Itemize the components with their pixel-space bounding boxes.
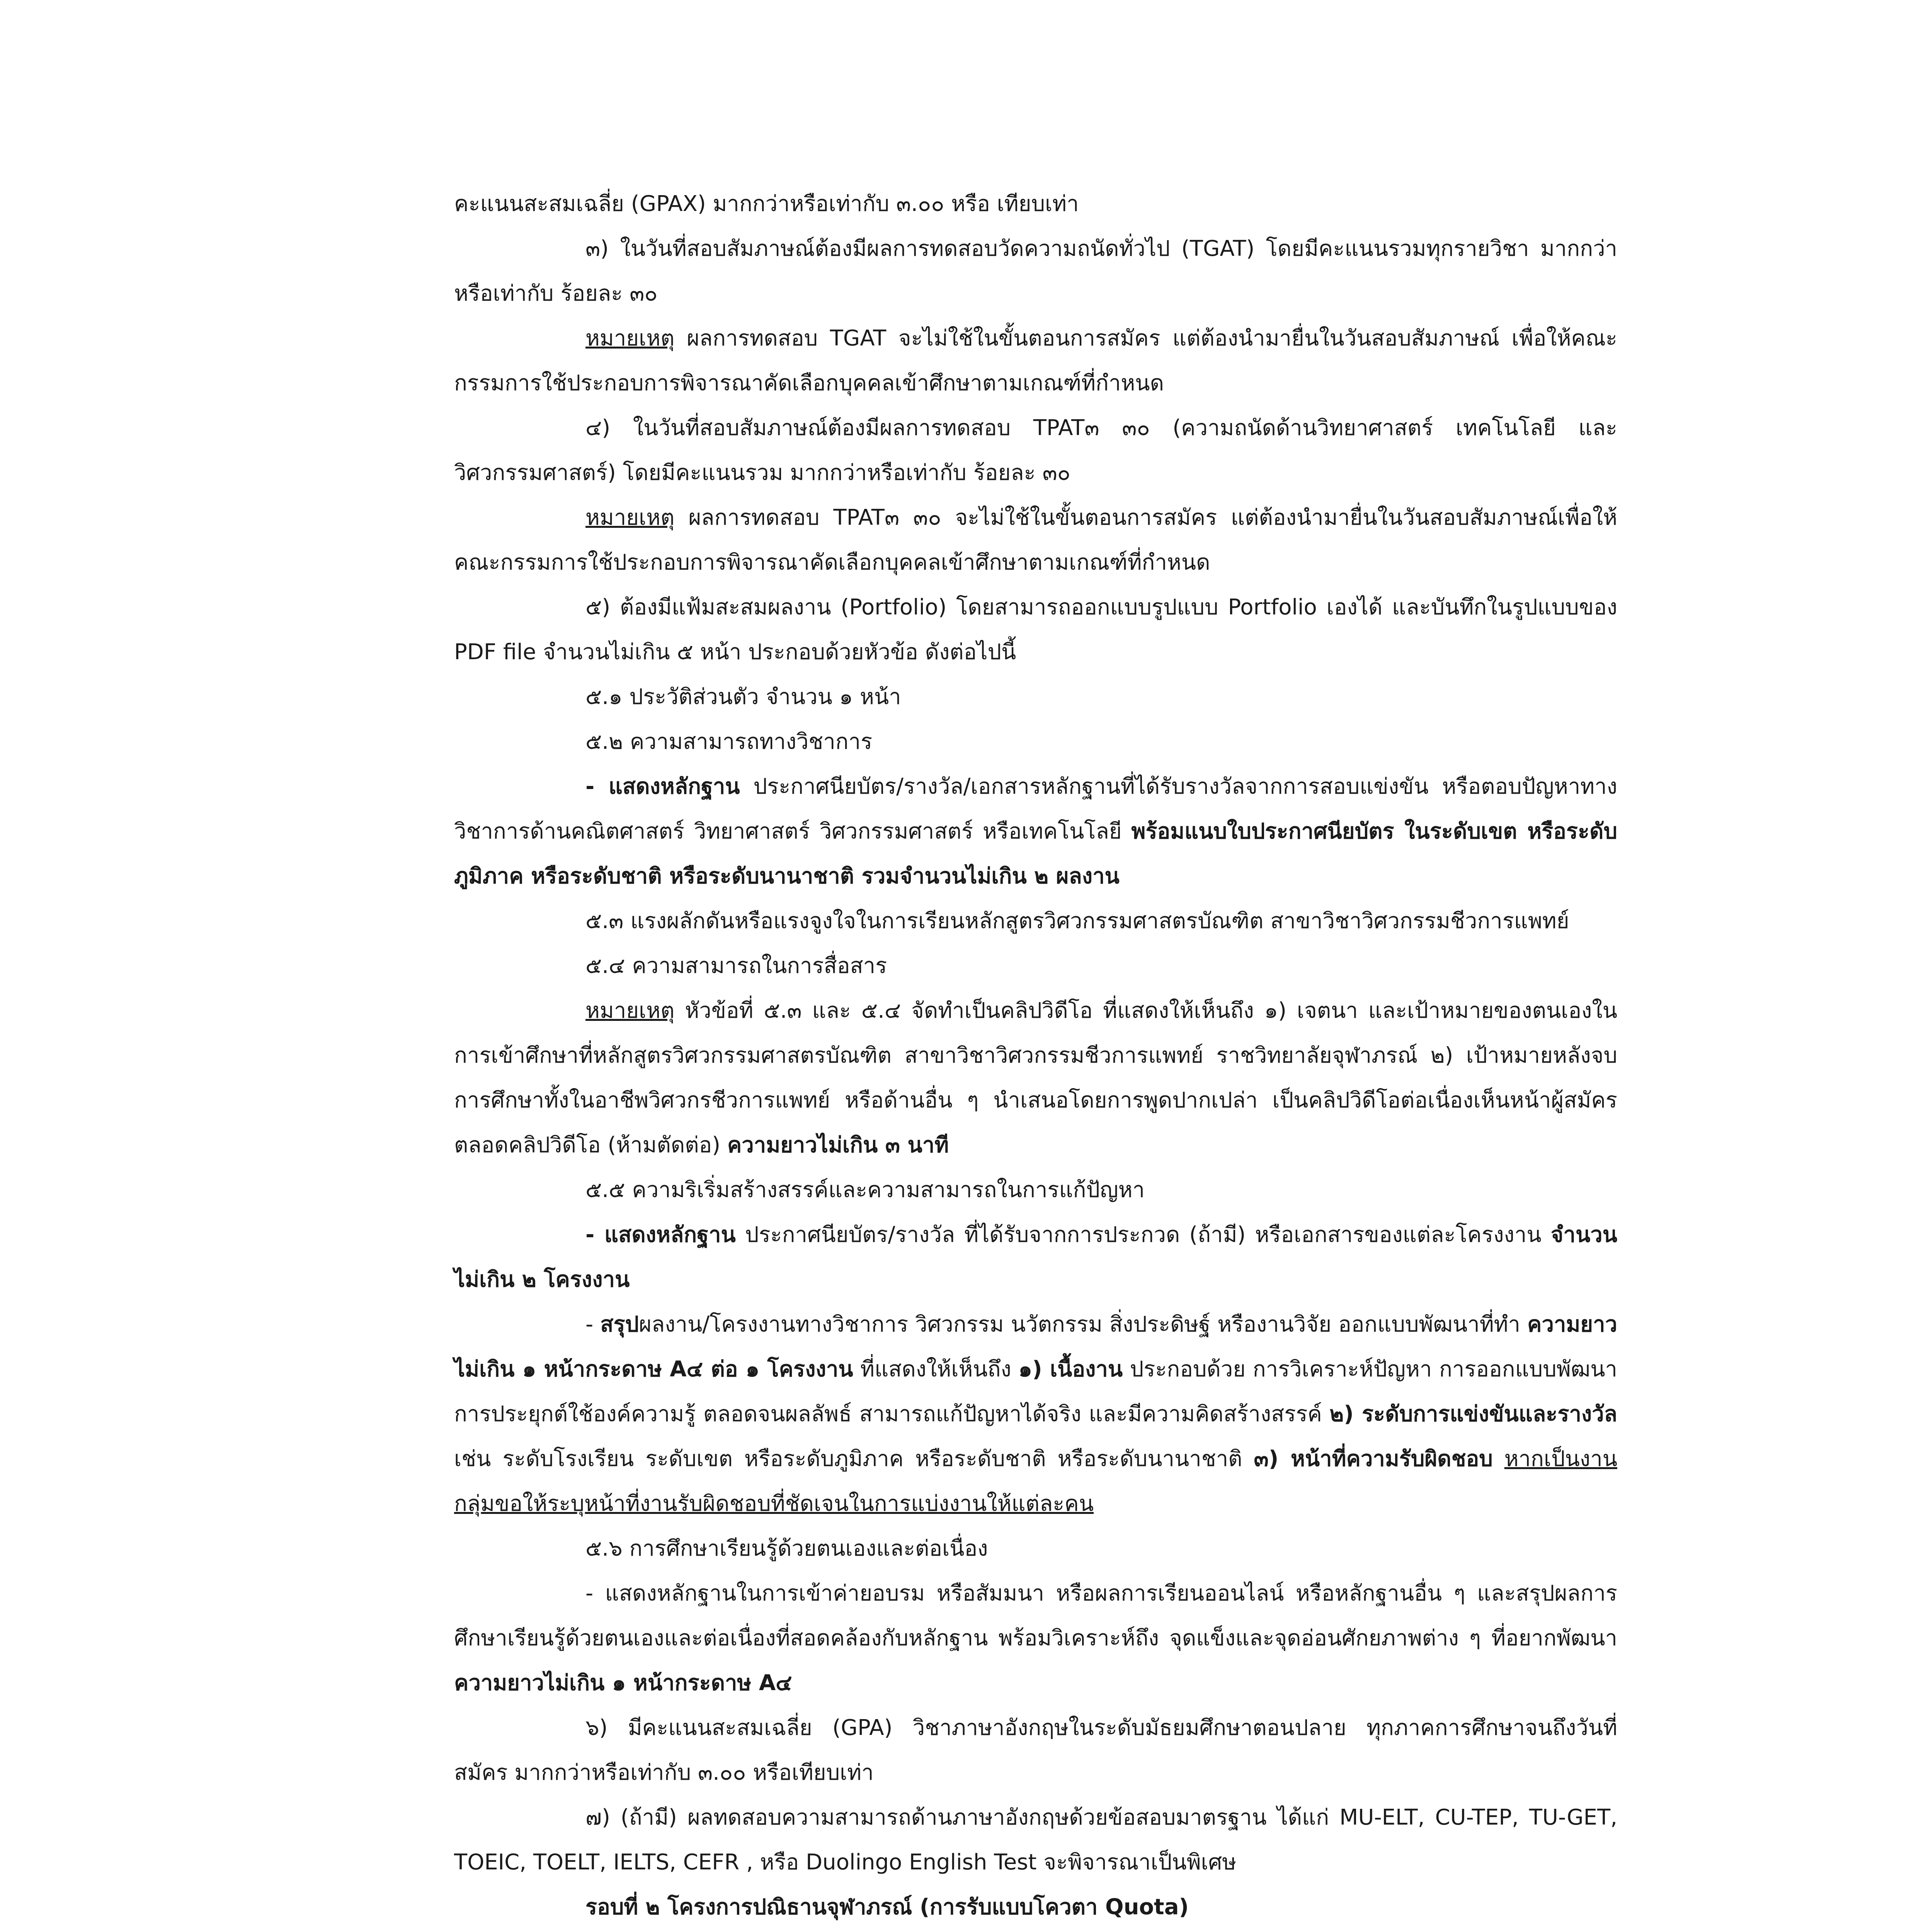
summary-point-2: ๒) ระดับการแข่งขันและรางวัล — [1329, 1401, 1617, 1427]
evidence-text: ประกาศนียบัตร/รางวัล/เอกสารหลักฐานที่ได้รับรางวัลจากการสอบแข่งขัน หรือตอบปัญหาทางวิชาการด้านคณิตศาสตร์ วิทยาศาสตร์ วิศวกรรมศาสตร์ หรือเทคโนโลยี — [454, 774, 1617, 844]
portfolio-item-5-4 — [454, 944, 1617, 988]
summary-point-3: ๓) หน้าที่ความรับผิดชอบ — [1254, 1446, 1493, 1471]
summary-text: ผลงาน/โครงงานทางวิชาการ วิศวกรรม นวัตกรรม สิ่งประดิษฐ์ หรืองานวิจัย ออกแบบพัฒนาที่ทำ — [639, 1312, 1528, 1337]
note-text: ผลการทดสอบ TPAT๓ ๓๐ จะไม่ใช้ในขั้นตอนการสมัคร แต่ต้องนำมายื่นในวันสอบสัมภาษณ์เพื่อให้คณะกรรมการใช้ประกอบการพิจารณาคัดเลือกบุคคลเข้าศึกษาตามเกณฑ์ที่กำหนด — [454, 505, 1617, 575]
evidence-label: - แสดงหลักฐาน — [585, 774, 740, 799]
summary-text — [1493, 1446, 1504, 1471]
text-criterion-5: ๕) ต้องมีแฟ้มสะสมผลงาน (Portfolio) โดยสามารถออกแบบรูปแบบ Portfolio เองได้ และบันทึกในรูปแบบของ PDF file จำนวนไม่เกิน ๕ หน้า ประกอบด้วยหัวข้อ ดังต่อไปนี้ — [454, 595, 1617, 665]
portfolio-item-5-6 — [454, 1526, 1617, 1571]
dash: - — [585, 1312, 601, 1337]
summary-text: ประกอบด้วย การวิเคราะห์ปัญหา การออกแบบพัฒนา การประยุกต์ใช้องค์ความรู้ ตลอดจนผลลัพธ์ สามารถแก้ปัญหาได้จริง และมีความคิดสร้างสรรค์ — [454, 1357, 1617, 1427]
evidence-text: ประกาศนียบัตร/รางวัล ที่ได้รับจากการประกวด (ถ้ามี) หรือเอกสารของแต่ละโครงงาน — [735, 1222, 1551, 1247]
portfolio-item-5-5 — [454, 1168, 1617, 1213]
note-text: ผลการทดสอบ TGAT จะไม่ใช้ในขั้นตอนการสมัคร แต่ต้องนำมายื่นในวันสอบสัมภาษณ์ เพื่อให้คณะกรรมการใช้ประกอบการพิจารณาคัดเลือกบุคคลเข้าศึกษาตามเกณฑ์ที่กำหนด — [454, 326, 1617, 396]
text-item-5-3: ๕.๓ แรงผลักดันหรือแรงจูงใจในการเรียนหลักสูตรวิศวกรรมศาสตรบัณฑิต สาขาวิชาวิศวกรรมชีวการแพทย์ — [585, 908, 1569, 934]
note-label: หมายเหตุ — [585, 505, 675, 530]
portfolio-item-5-1 — [454, 675, 1617, 719]
summary-projects — [454, 1302, 1617, 1526]
text-criterion-7: ๗) (ถ้ามี) ผลทดสอบความสามารถด้านภาษาอังกฤษด้วยข้อสอบมาตรฐาน ได้แก่ MU-ELT, CU-TEP, TU-GET, TOEIC, TOELT, IELTS, CEFR , หรือ Duolingo English Test จะพิจารณาเป็นพิเศษ — [454, 1805, 1617, 1875]
section-heading-round-2 — [454, 1885, 1617, 1930]
text-criterion-4: ๔) ในวันที่สอบสัมภาษณ์ต้องมีผลการทดสอบ TPAT๓ ๓๐ (ความถนัดด้านวิทยาศาสตร์ เทคโนโลยี และวิศวกรรมศาสตร์) โดยมีคะแนนรวม มากกว่าหรือเท่ากับ ร้อยละ ๓๐ — [454, 415, 1617, 485]
summary-length-limit: ความยาวไม่เกิน ๑ หน้ากระดาษ A๔ ต่อ ๑ โครงงาน — [454, 1312, 1617, 1382]
video-length-limit: ความยาวไม่เกิน ๓ นาที — [727, 1133, 949, 1158]
text-item-5-6: ๕.๖ การศึกษาเรียนรู้ด้วยตนเองและต่อเนื่อง — [585, 1536, 988, 1561]
text-gpax: คะแนนสะสมเฉลี่ย (GPAX) มากกว่าหรือเท่ากับ ๓.๐๐ หรือ เทียบเท่า — [454, 191, 1079, 216]
text-item-5-2: ๕.๒ ความสามารถทางวิชาการ — [585, 729, 873, 754]
text-criterion-3: ๓) ในวันที่สอบสัมภาษณ์ต้องมีผลการทดสอบวัดความถนัดทั่วไป (TGAT) โดยมีคะแนนรวมทุกรายวิชา มากกว่าหรือเท่ากับ ร้อยละ ๓๐ — [454, 236, 1617, 306]
paragraph-gpax — [454, 182, 1617, 226]
heading-text: รอบที่ ๒ โครงการปณิธานจุฬาภรณ์ (การรับแบบโควตา Quota) — [585, 1895, 1189, 1920]
text-item-5-1: ๕.๑ ประวัติส่วนตัว จำนวน ๑ หน้า — [585, 684, 901, 709]
text-criterion-6: ๖) มีคะแนนสะสมเฉลี่ย (GPA) วิชาภาษาอังกฤษในระดับมัธยมศึกษาตอนปลาย ทุกภาคการศึกษาจนถึงวันที่สมัคร มากกว่าหรือเท่ากับ ๓.๐๐ หรือเทียบเท่า — [454, 1715, 1617, 1785]
portfolio-item-5-2 — [454, 719, 1617, 764]
criterion-7-english-test — [454, 1795, 1617, 1885]
text-item-5-4: ๕.๔ ความสามารถในการสื่อสาร — [585, 953, 887, 978]
document-body — [454, 182, 1617, 1932]
summary-group-note: หากเป็นงานกลุ่มขอให้ระบุหน้าที่งานรับผิดชอบที่ชัดเจนในการแบ่งงานให้แต่ละคน — [454, 1446, 1617, 1516]
evidence-academic — [454, 764, 1617, 899]
summary-text: เช่น ระดับโรงเรียน ระดับเขต หรือระดับภูมิภาค หรือระดับชาติ หรือระดับนานาชาติ — [454, 1446, 1254, 1471]
note-tgat — [454, 316, 1617, 406]
evidence-text: - แสดงหลักฐานในการเข้าค่ายอบรม หรือสัมมนา หรือผลการเรียนออนไลน์ หรือหลักฐานอื่น ๆ และสรุปผลการศึกษาเรียนรู้ด้วยตนเองและต่อเนื่องที่สอดคล้องกับหลักฐาน พร้อมวิเคราะห์ถึง จุดแข็งและจุดอ่อนศักยภาพต่าง ๆ ที่อยากพัฒนา — [454, 1581, 1617, 1651]
evidence-requirement: พร้อมแนบใบประกาศนียบัตร ในระดับเขต หรือระดับภูมิภาค หรือระดับชาติ หรือระดับนานาชาติ รวมจำนวนไม่เกิน ๒ ผลงาน — [454, 819, 1618, 889]
evidence-requirement: จำนวนไม่เกิน ๒ โครงงาน — [454, 1222, 1617, 1292]
criterion-3-tgat — [454, 226, 1617, 316]
note-text: หัวข้อที่ ๕.๓ และ ๕.๔ จัดทำเป็นคลิปวิดีโอ ที่แสดงให้เห็นถึง ๑) เจตนา และเป้าหมายของตนเองในการเข้าศึกษาที่หลักสูตรวิศวกรรมศาสตรบัณฑิต สาขาวิชาวิศวกรรมชีวการแพทย์ ราชวิทยาลัยจุฬาภรณ์ ๒) เป้าหมายหลังจบการศึกษาทั้งในอาชีพวิศวกรชีวการแพทย์ หรือด้านอื่น ๆ นำเสนอโดยการพูดปากเปล่า เป็นคลิปวิดีโอต่อเนื่องเห็นหน้าผู้สมัครตลอดคลิปวิดีโอ (ห้ามตัดต่อ) — [454, 998, 1617, 1158]
note-video — [454, 988, 1617, 1168]
summary-label: สรุป — [600, 1312, 639, 1337]
evidence-self-learning — [454, 1571, 1617, 1706]
note-label: หมายเหตุ — [585, 326, 675, 351]
portfolio-item-5-3 — [454, 899, 1617, 944]
evidence-length-limit: ความยาวไม่เกิน ๑ หน้ากระดาษ A๔ — [454, 1670, 792, 1696]
text-item-5-5: ๕.๕ ความริเริ่มสร้างสรรค์และความสามารถในการแก้ปัญหา — [585, 1177, 1145, 1202]
criterion-5-portfolio — [454, 585, 1617, 675]
note-tpat3 — [454, 495, 1617, 585]
round2-criterion-1 — [454, 1930, 1617, 1932]
criterion-6-english-gpa — [454, 1706, 1617, 1795]
criterion-4-tpat3 — [454, 406, 1617, 495]
evidence-label: - แสดงหลักฐาน — [585, 1222, 736, 1247]
note-label: หมายเหตุ — [585, 998, 675, 1023]
evidence-creativity — [454, 1213, 1617, 1302]
summary-point-1: ๑) เนื้องาน — [1018, 1357, 1123, 1382]
summary-text: ที่แสดงให้เห็นถึง — [853, 1357, 1019, 1382]
